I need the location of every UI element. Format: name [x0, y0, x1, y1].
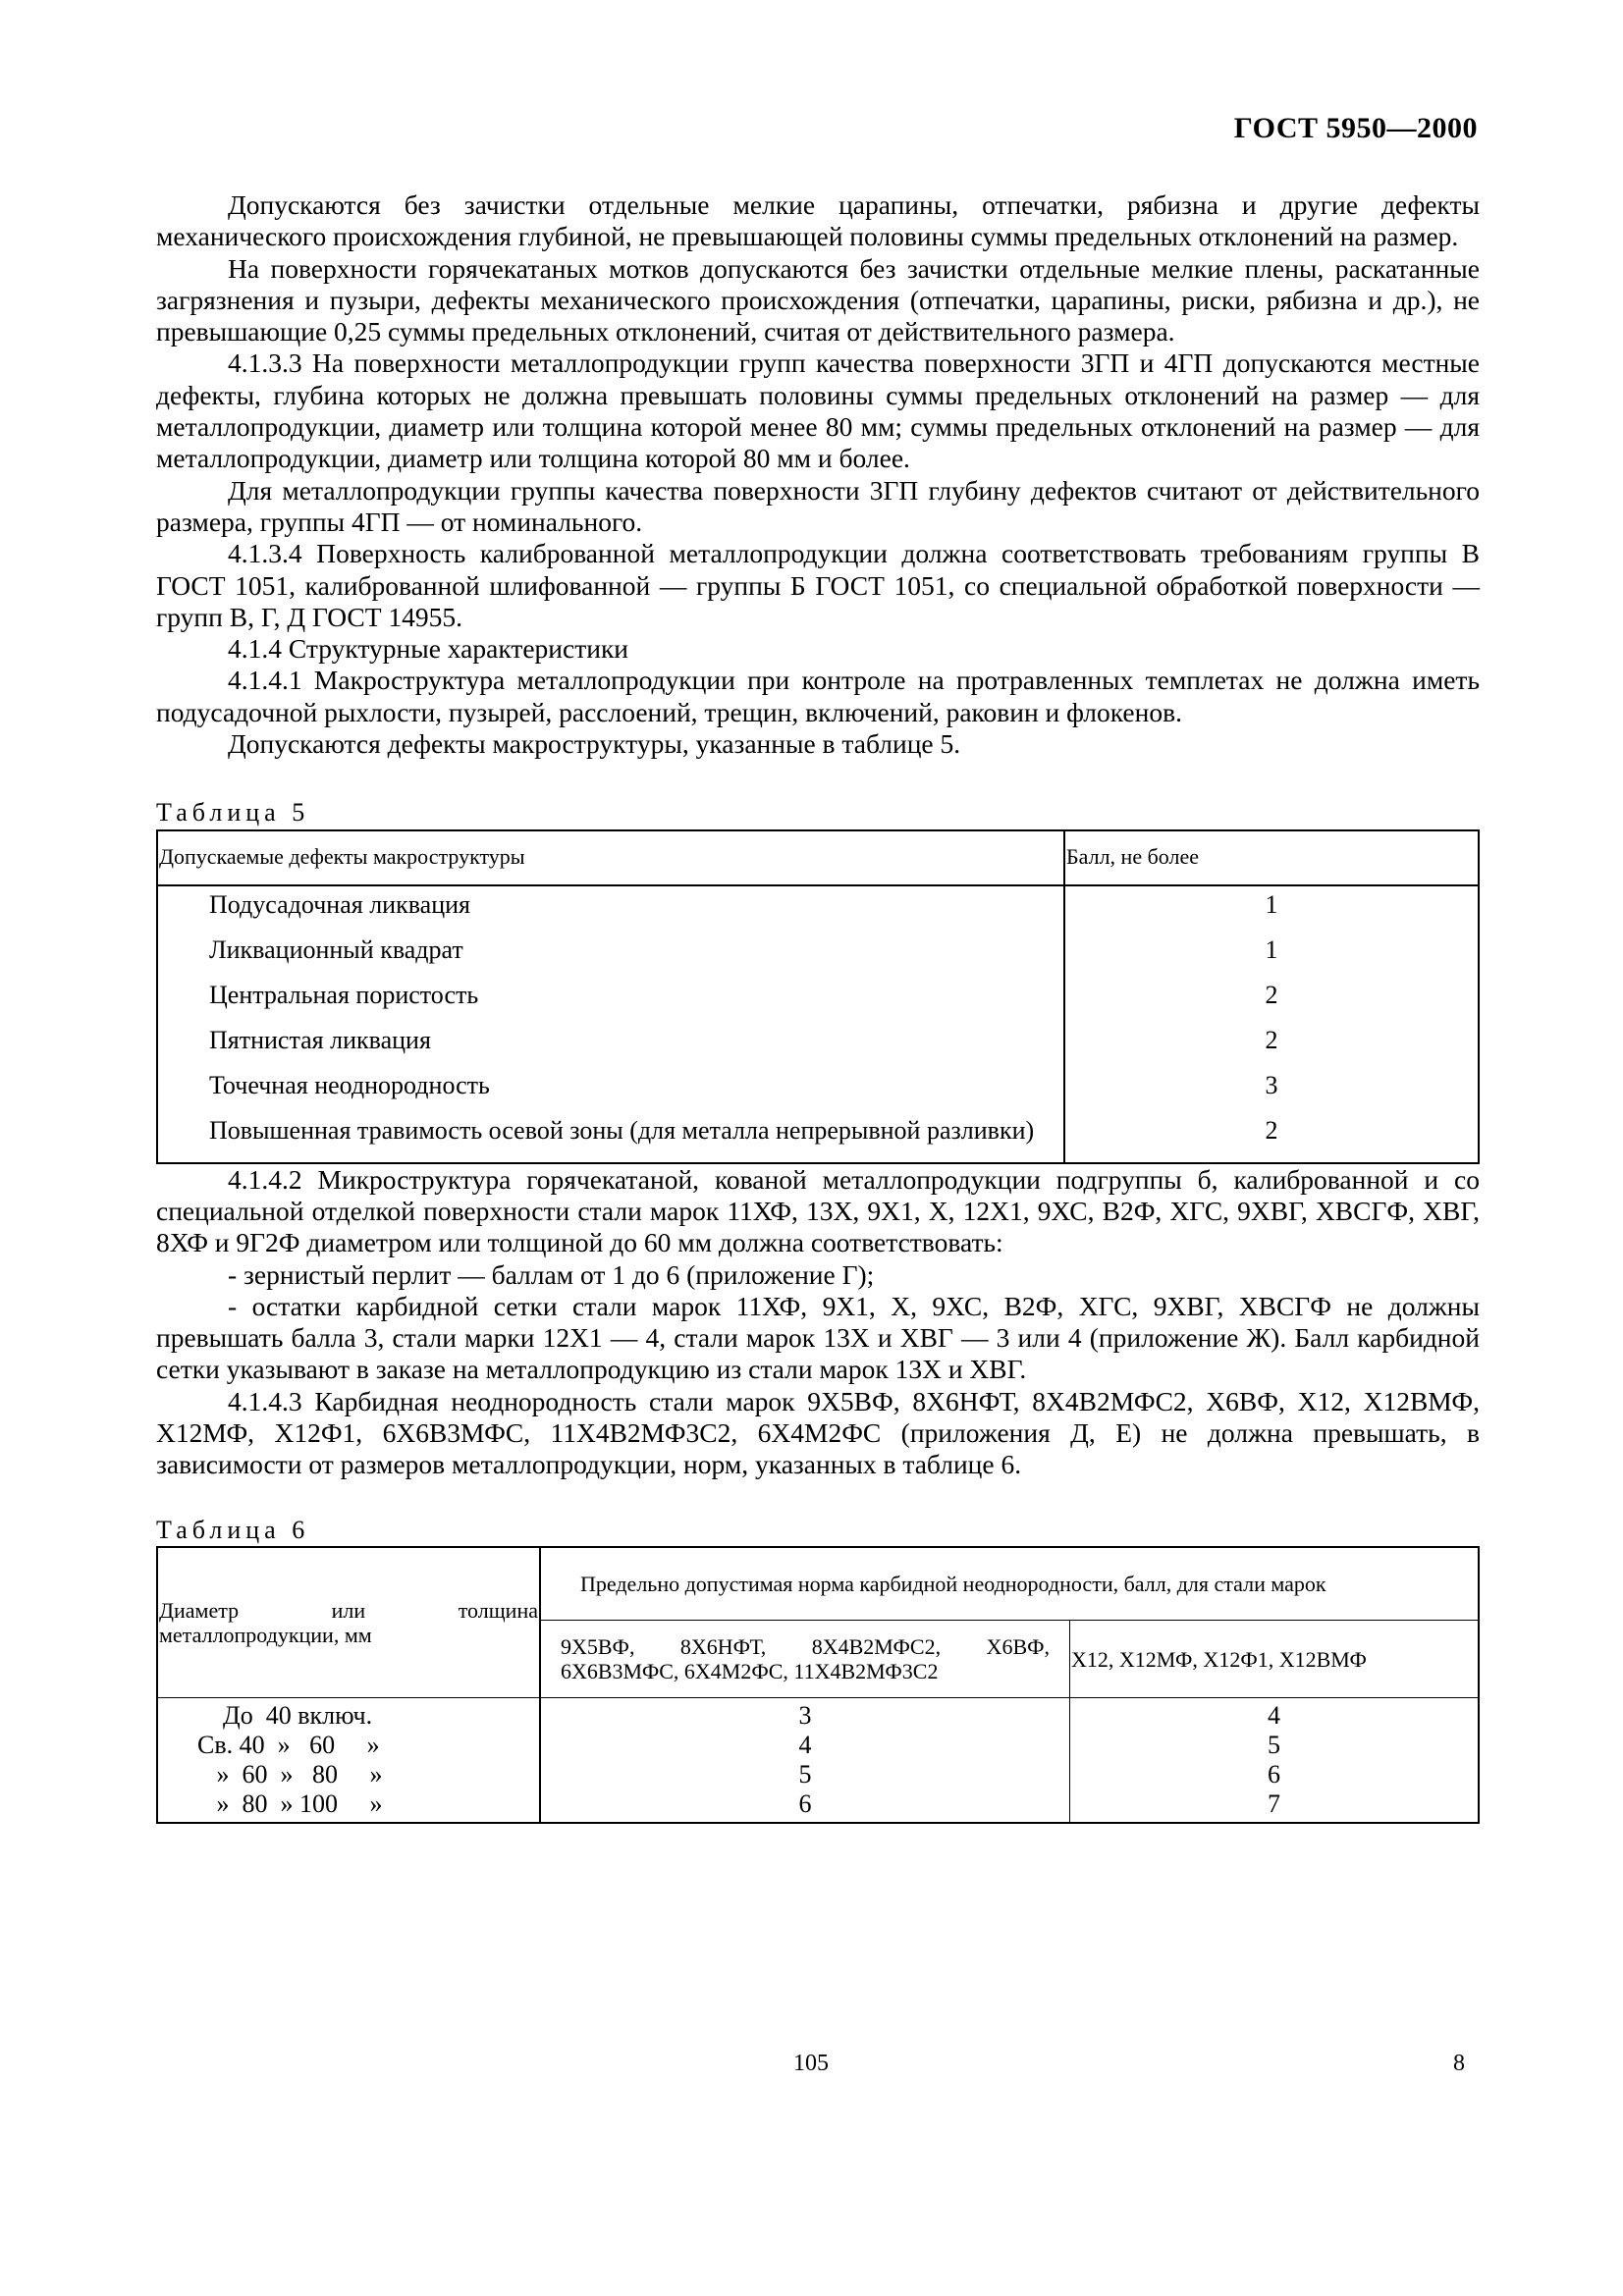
defect-name: Центральная пористость: [157, 977, 1064, 1022]
table6-header-col2: Х12, Х12МФ, Х12Ф1, Х12ВМФ: [1070, 1621, 1480, 1698]
dia-cell: » 80 » 100 »: [157, 1789, 540, 1823]
defect-score: 2: [1265, 980, 1278, 1009]
table-row: [157, 1022, 1479, 1067]
list-item: - остатки карбидной сетки стали марок 11ХФ, 9Х1, Х, 9ХС, В2Ф, ХГС, 9ХВГ, ХВСГФ не должны превышать балла 3, стали марки 12Х1 — 4, стали марок 13Х и ХВГ — 3 или 4 (приложение Ж). Балл карбидной сетки указывают в заказе на металлопродукцию из стали марок 13Х и ХВГ.: [156, 1290, 1480, 1385]
table-row: [157, 1731, 1479, 1760]
table-row: [157, 1760, 1479, 1789]
page-number-center: 105: [793, 2051, 829, 2076]
page-number-right: 8: [1453, 2051, 1465, 2076]
defect-score: 3: [1265, 1070, 1278, 1099]
dia-cell: » 60 » 80 »: [157, 1760, 540, 1789]
defect-name: Ликвационный квадрат: [157, 932, 1064, 977]
table6-header-col1: 9Х5ВФ, 8Х6НФТ, 8Х4В2МФС2, Х6ВФ, 6Х6В3МФС, 6Х4М2ФС, 11Х4В2МФ3С2: [540, 1621, 1070, 1698]
value-cell: 3: [540, 1697, 1070, 1731]
value-cell: 5: [1268, 1730, 1280, 1759]
paragraph: Для металлопродукции группы качества поверхности 3ГП глубину дефектов считают от действительного размера, группы 4ГП — от номинального.: [156, 474, 1480, 537]
paragraph: 4.1.4.1 Макроструктура металлопродукции при контроле на протравленных темплетах не должна иметь подусадочной рыхлости, пузырей, расслоений, трещин, включений, раковин и флокенов.: [156, 665, 1480, 727]
value-cell: 5: [540, 1760, 1070, 1789]
document-header: ГОСТ 5950—2000: [1233, 112, 1478, 144]
defect-name: Подусадочная ликвация: [157, 885, 1064, 932]
defect-name: Повышенная травимость осевой зоны (для металла непрерывной разливки): [157, 1112, 1064, 1163]
value-cell: 7: [1268, 1789, 1280, 1818]
dia-cell: До 40 включ.: [157, 1697, 540, 1731]
paragraph: 4.1.4.3 Карбидная неоднородность стали марок 9Х5ВФ, 8Х6НФТ, 8Х4В2МФС2, Х6ВФ, Х12, Х12ВМФ, Х12МФ, Х12Ф1, 6Х6В3МФС, 11Х4В2МФ3С2, 6Х4М2ФС (приложения Д, Е) не должна превышать, в зависимости от размеров металлопродукции, норм, указанных в таблице 6.: [156, 1385, 1480, 1480]
paragraph: На поверхности горячекатаных мотков допускаются без зачистки отдельные мелкие плены, раскатанные загрязнения и пузыри, дефекты механического происхождения (отпечатки, царапины, риски, рябизна и др.), не превышающие 0,25 суммы предельных отклонений, считая от действительного размера.: [156, 252, 1480, 347]
table-5: [156, 829, 1480, 1164]
dia-cell: Св. 40 » 60 »: [157, 1731, 540, 1760]
defect-score: 2: [1265, 1115, 1278, 1145]
list-item: - зернистый перлит — баллам от 1 до 6 (приложение Г);: [228, 1258, 875, 1290]
paragraph: Допускаются дефекты макроструктуры, указанные в таблице 5.: [228, 728, 961, 760]
body-text: [156, 189, 1480, 1824]
table-row: [157, 977, 1479, 1022]
defect-score: 1: [1265, 934, 1278, 964]
section-heading: 4.1.4 Структурные характеристики: [228, 633, 629, 665]
value-cell: 6: [540, 1789, 1070, 1823]
paragraph: 4.1.3.3 На поверхности металлопродукции групп качества поверхности 3ГП и 4ГП допускаются местные дефекты, глубина которых не должна превышать половины суммы предельных отклонений на размер — для металлопродукции, диаметр или толщина которой менее 80 мм; суммы предельных отклонений на размер — для металлопродукции, диаметр или толщина которой 80 мм и более.: [156, 347, 1480, 474]
table6-header-dia: Диаметр или толщина металлопродукции, мм: [157, 1547, 540, 1698]
defect-name: Точечная неоднородность: [157, 1067, 1064, 1112]
defect-score: 1: [1265, 889, 1278, 919]
paragraph: 4.1.3.4 Поверхность калиброванной металлопродукции должна соответствовать требованиям группы В ГОСТ 1051, калиброванной шлифованной — группы Б ГОСТ 1051, со специальной обработкой поверхности — групп В, Г, Д ГОСТ 14955.: [156, 538, 1480, 632]
table6-caption: Таблица 6: [156, 1515, 310, 1544]
table-row: [157, 1697, 1479, 1731]
table-6: [156, 1546, 1480, 1824]
table5-header-defects: Допускаемые дефекты макроструктуры: [157, 830, 1064, 885]
paragraph: Допускаются без зачистки отдельные мелкие царапины, отпечатки, рябизна и другие дефекты механического происхождения глубиной, не превышающей половины суммы предельных отклонений на размер.: [156, 189, 1480, 252]
paragraph: 4.1.4.2 Микроструктура горячекатаной, кованой металлопродукции подгруппы б, калиброванной и со специальной отделкой поверхности стали марок 11ХФ, 13Х, 9Х1, Х, 12Х1, 9ХС, В2Ф, ХГС, 9ХВГ, ХВСГФ, ХВГ, 8ХФ и 9Г2Ф диаметром или толщиной до 60 мм должна соответствовать:: [156, 1163, 1480, 1258]
table6-header-group: Предельно допустимая норма карбидной неоднородности, балл, для стали марок: [540, 1547, 1479, 1621]
table5-header-score: Балл, не более: [1064, 830, 1479, 885]
table-row: [157, 932, 1479, 977]
value-cell: 4: [540, 1731, 1070, 1760]
value-cell: 4: [1268, 1700, 1280, 1730]
table-row: [157, 1789, 1479, 1823]
table-row: [157, 1112, 1479, 1163]
table5-caption: Таблица 5: [156, 798, 310, 828]
table-row: [157, 885, 1479, 932]
defect-score: 2: [1265, 1025, 1278, 1054]
value-cell: 6: [1268, 1759, 1280, 1789]
defect-name: Пятнистая ликвация: [157, 1022, 1064, 1067]
table-row: [157, 1067, 1479, 1112]
